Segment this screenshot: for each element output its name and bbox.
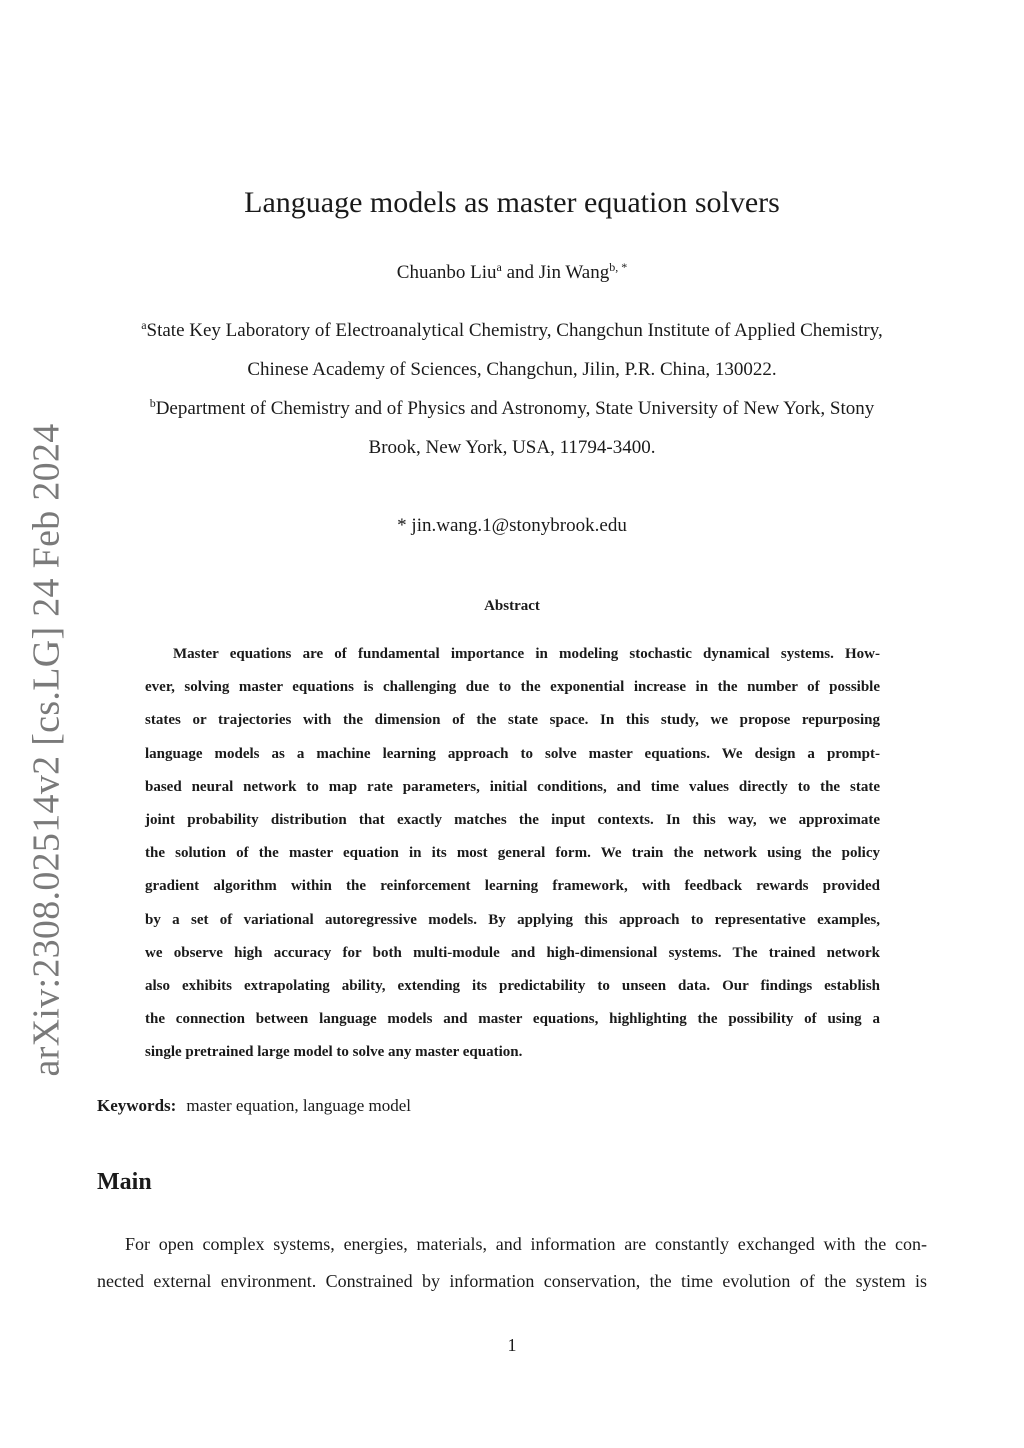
affiliation-a-line2: Chinese Academy of Sciences, Changchun, Jilin, P.R. China, 130022. bbox=[247, 359, 777, 380]
arxiv-identifier-text: arXiv:2308.02514v2 [cs.LG] 24 Feb 2024 bbox=[26, 423, 69, 1077]
author-conjunction: and bbox=[501, 262, 539, 283]
affiliation-marker: b bbox=[149, 396, 156, 410]
abstract-line: we observe high accuracy for both multi-module and high-dimensional systems. The trained network bbox=[145, 944, 880, 961]
abstract-line: the connection between language models and master equations, highlighting the possibility of using a bbox=[145, 1011, 880, 1028]
affiliation-a-line1 bbox=[0, 320, 1024, 342]
abstract-line: single pretrained large model to solve any master equation. bbox=[145, 1044, 523, 1061]
abstract-line: gradient algorithm within the reinforcement learning framework, with feedback rewards provided bbox=[145, 878, 880, 895]
abstract-line: Master equations are of fundamental importance in modeling stochastic dynamical systems. How- bbox=[173, 646, 880, 662]
body-line: For open complex systems, energies, materials, and information are constantly exchanged with the con- bbox=[125, 1234, 927, 1254]
abstract-line: also exhibits extrapolating ability, extending its predictability to unseen data. Our findings establish bbox=[145, 977, 880, 994]
keywords bbox=[97, 1096, 411, 1116]
affiliation-text: Department of Chemistry and of Physics and Astronomy, State University of New York, Stony bbox=[155, 398, 875, 419]
affiliation-marker: a bbox=[141, 318, 147, 332]
abstract-line: states or trajectories with the dimension of the state space. In this study, we propose repurposing bbox=[145, 712, 880, 729]
abstract-heading: Abstract bbox=[484, 598, 540, 614]
author-name: Chuanbo Liu bbox=[396, 262, 497, 283]
arxiv-identifier-stamp bbox=[22, 423, 72, 1077]
abstract-line: ever, solving master equations is challenging due to the exponential increase in the number of possible bbox=[145, 679, 880, 696]
paper-title: Language models as master equation solvers bbox=[244, 186, 780, 219]
section-heading-main: Main bbox=[97, 1169, 152, 1195]
author-affiliation-marker: b, * bbox=[609, 260, 628, 274]
corresponding-email[interactable]: * jin.wang.1@stonybrook.edu bbox=[397, 515, 627, 536]
affiliation-b-line2: Brook, New York, USA, 11794-3400. bbox=[368, 437, 656, 458]
affiliation-b-line1 bbox=[0, 398, 1024, 420]
keywords-text: master equation, language model bbox=[186, 1096, 412, 1115]
abstract-line: language models as a machine learning approach to solve master equations. We design a prompt- bbox=[145, 745, 880, 762]
main-body-text bbox=[97, 1230, 927, 1304]
body-line: nected external environment. Constrained by information conservation, the time evolution of the system is bbox=[97, 1271, 927, 1291]
abstract-line: by a set of variational autoregressive models. By applying this approach to representative examples, bbox=[145, 911, 880, 928]
abstract-line: the solution of the master equation in its most general form. We train the network using the policy bbox=[145, 845, 880, 862]
page-number: 1 bbox=[507, 1335, 517, 1355]
keywords-label: Keywords: bbox=[97, 1096, 177, 1115]
affiliation-text: State Key Laboratory of Electroanalytical Chemistry, Changchun Institute of Applied Chemistry, bbox=[146, 320, 883, 341]
abstract-line: based neural network to map rate parameters, initial conditions, and time values directly to the state bbox=[145, 778, 880, 795]
author-line bbox=[0, 262, 1024, 284]
author-name: Jin Wang bbox=[538, 262, 610, 283]
abstract-line: joint probability distribution that exactly matches the input contexts. In this way, we approximate bbox=[145, 811, 880, 828]
abstract-body bbox=[145, 641, 880, 1072]
author-affiliation-marker: a bbox=[496, 260, 502, 274]
